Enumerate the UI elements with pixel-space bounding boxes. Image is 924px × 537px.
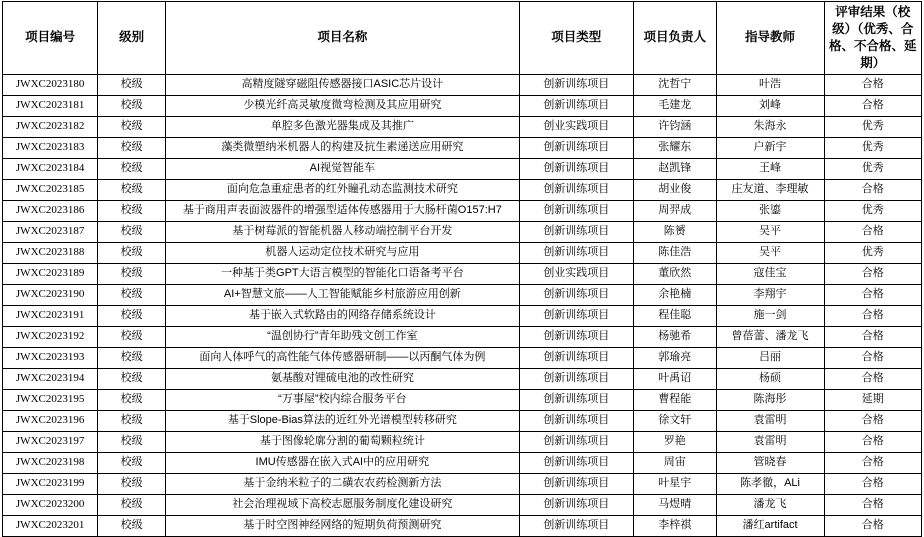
- cell-project-name: AI+智慧文旅——人工智能赋能乡村旅游应用创新: [166, 284, 520, 305]
- cell-level: 校级: [98, 284, 166, 305]
- cell-level: 校级: [98, 473, 166, 494]
- cell-project-type: 创新训练项目: [519, 494, 633, 515]
- cell-project-code: JWXC2023184: [3, 158, 98, 179]
- table-row: [3, 494, 922, 515]
- cell-level: 校级: [98, 452, 166, 473]
- cell-level: 校级: [98, 347, 166, 368]
- table-row: [3, 179, 922, 200]
- table-row: [3, 74, 922, 95]
- cell-project-leader: 赵凯锋: [633, 158, 716, 179]
- cell-review-result: 合格: [824, 431, 921, 452]
- cell-project-leader: 毛建龙: [633, 95, 716, 116]
- cell-advisor: 张鎏: [716, 200, 824, 221]
- cell-advisor: 潘红artifact: [716, 515, 824, 536]
- table-row: [3, 242, 922, 263]
- cell-level: 校级: [98, 368, 166, 389]
- cell-project-name: 面向人体呼气的高性能气体传感器研制——以丙酮气体为例: [166, 347, 520, 368]
- header-review-result: 评审结果（校级）（优秀、合格、不合格、延期）: [824, 2, 921, 75]
- cell-level: 校级: [98, 494, 166, 515]
- cell-project-code: JWXC2023187: [3, 221, 98, 242]
- cell-project-name: 单腔多色激光器集成及其推广: [166, 116, 520, 137]
- cell-project-code: JWXC2023181: [3, 95, 98, 116]
- cell-project-leader: 许钧涵: [633, 116, 716, 137]
- cell-project-leader: 程佳聪: [633, 305, 716, 326]
- cell-project-code: JWXC2023201: [3, 515, 98, 536]
- table-header: [3, 2, 922, 75]
- cell-review-result: 合格: [824, 74, 921, 95]
- cell-level: 校级: [98, 431, 166, 452]
- cell-project-code: JWXC2023185: [3, 179, 98, 200]
- cell-project-leader: 马煜晴: [633, 494, 716, 515]
- cell-review-result: 优秀: [824, 137, 921, 158]
- table-row: [3, 410, 922, 431]
- cell-review-result: 优秀: [824, 116, 921, 137]
- cell-project-leader: 董欣然: [633, 263, 716, 284]
- cell-project-code: JWXC2023196: [3, 410, 98, 431]
- cell-project-code: JWXC2023180: [3, 74, 98, 95]
- cell-level: 校级: [98, 74, 166, 95]
- cell-project-leader: 杨驰希: [633, 326, 716, 347]
- cell-project-name: 基于金纳米粒子的二磺农农药检测新方法: [166, 473, 520, 494]
- cell-project-leader: 李梓祺: [633, 515, 716, 536]
- cell-advisor: 朱海永: [716, 116, 824, 137]
- cell-project-name: 基于时空图神经网络的短期负荷预测研究: [166, 515, 520, 536]
- spreadsheet-sheet: [0, 1, 924, 532]
- cell-project-name: IMU传感器在嵌入式AI中的应用研究: [166, 452, 520, 473]
- cell-level: 校级: [98, 263, 166, 284]
- table-row: [3, 368, 922, 389]
- cell-project-code: JWXC2023182: [3, 116, 98, 137]
- table-row: [3, 137, 922, 158]
- cell-project-leader: 徐文轩: [633, 410, 716, 431]
- cell-project-type: 创新训练项目: [519, 473, 633, 494]
- cell-project-type: 创新训练项目: [519, 200, 633, 221]
- cell-project-type: 创新训练项目: [519, 137, 633, 158]
- table-row: [3, 158, 922, 179]
- cell-advisor: 叶浩: [716, 74, 824, 95]
- cell-project-code: JWXC2023190: [3, 284, 98, 305]
- cell-project-leader: 叶星宇: [633, 473, 716, 494]
- cell-advisor: 户新宇: [716, 137, 824, 158]
- cell-advisor: 曾蓓蕾、潘龙飞: [716, 326, 824, 347]
- cell-project-name: 基于商用声表面波器件的增强型适体传感器用于大肠杆菌O157:H7: [166, 200, 520, 221]
- table-row: [3, 431, 922, 452]
- cell-review-result: 优秀: [824, 158, 921, 179]
- table-row: [3, 473, 922, 494]
- cell-review-result: 合格: [824, 179, 921, 200]
- cell-review-result: 合格: [824, 515, 921, 536]
- cell-project-code: JWXC2023199: [3, 473, 98, 494]
- cell-project-leader: 郭瑜亮: [633, 347, 716, 368]
- cell-project-code: JWXC2023193: [3, 347, 98, 368]
- cell-level: 校级: [98, 95, 166, 116]
- cell-advisor: 陈孝徹，ALi: [716, 473, 824, 494]
- header-project-leader: 项目负责人: [633, 2, 716, 75]
- header-project-type: 项目类型: [519, 2, 633, 75]
- header-project-name: 项目名称: [166, 2, 520, 75]
- cell-project-name: 基于嵌入式软路由的网络存储系统设计: [166, 305, 520, 326]
- cell-project-type: 创新训练项目: [519, 74, 633, 95]
- cell-project-type: 创新训练项目: [519, 158, 633, 179]
- cell-advisor: 袁雷明: [716, 431, 824, 452]
- cell-project-name: AI视觉智能车: [166, 158, 520, 179]
- cell-review-result: 优秀: [824, 200, 921, 221]
- cell-review-result: 延期: [824, 389, 921, 410]
- cell-review-result: 合格: [824, 95, 921, 116]
- header-advisor: 指导教师: [716, 2, 824, 75]
- cell-level: 校级: [98, 137, 166, 158]
- cell-project-code: JWXC2023188: [3, 242, 98, 263]
- cell-review-result: 合格: [824, 263, 921, 284]
- cell-project-leader: 陈佳浩: [633, 242, 716, 263]
- cell-review-result: 合格: [824, 326, 921, 347]
- cell-advisor: 寇佳宝: [716, 263, 824, 284]
- cell-project-code: JWXC2023194: [3, 368, 98, 389]
- cell-project-type: 创新训练项目: [519, 284, 633, 305]
- cell-advisor: 陈海彤: [716, 389, 824, 410]
- cell-level: 校级: [98, 410, 166, 431]
- cell-advisor: 潘龙飞: [716, 494, 824, 515]
- header-level: 级别: [98, 2, 166, 75]
- cell-review-result: 合格: [824, 221, 921, 242]
- cell-project-leader: 叶禹诏: [633, 368, 716, 389]
- cell-project-name: 机器人运动定位技术研究与应用: [166, 242, 520, 263]
- cell-advisor: 吴平: [716, 242, 824, 263]
- cell-project-type: 创新训练项目: [519, 221, 633, 242]
- cell-project-name: 藻类微塑纳米机器人的构建及抗生素递送应用研究: [166, 137, 520, 158]
- cell-project-type: 创新训练项目: [519, 368, 633, 389]
- cell-level: 校级: [98, 389, 166, 410]
- table-row: [3, 200, 922, 221]
- cell-review-result: 合格: [824, 305, 921, 326]
- cell-project-type: 创新训练项目: [519, 410, 633, 431]
- cell-project-name: 面向危急重症患者的红外瞳孔动态监测技术研究: [166, 179, 520, 200]
- table-row: [3, 326, 922, 347]
- cell-level: 校级: [98, 515, 166, 536]
- cell-project-leader: 周羿成: [633, 200, 716, 221]
- cell-advisor: 管晓春: [716, 452, 824, 473]
- cell-project-leader: 曹程能: [633, 389, 716, 410]
- cell-project-type: 创新训练项目: [519, 515, 633, 536]
- cell-project-type: 创新训练项目: [519, 95, 633, 116]
- header-project-code: 项目编号: [3, 2, 98, 75]
- table-row: [3, 452, 922, 473]
- cell-project-code: JWXC2023189: [3, 263, 98, 284]
- table-row: [3, 515, 922, 536]
- table-row: [3, 284, 922, 305]
- cell-level: 校级: [98, 116, 166, 137]
- cell-project-name: 基于图像轮廓分割的葡萄颗粒统计: [166, 431, 520, 452]
- cell-project-leader: 罗艳: [633, 431, 716, 452]
- cell-project-name: 基于Slope-Bias算法的近红外光谱模型转移研究: [166, 410, 520, 431]
- cell-project-type: 创新训练项目: [519, 242, 633, 263]
- table-row: [3, 389, 922, 410]
- table-row: [3, 263, 922, 284]
- cell-project-name: “温创协行”青年助残文创工作室: [166, 326, 520, 347]
- cell-project-code: JWXC2023186: [3, 200, 98, 221]
- cell-advisor: 杨硕: [716, 368, 824, 389]
- cell-project-type: 创新训练项目: [519, 389, 633, 410]
- cell-project-code: JWXC2023192: [3, 326, 98, 347]
- table-row: [3, 95, 922, 116]
- cell-project-type: 创业实践项目: [519, 116, 633, 137]
- cell-project-code: JWXC2023195: [3, 389, 98, 410]
- cell-project-leader: 余艳楠: [633, 284, 716, 305]
- cell-project-code: JWXC2023191: [3, 305, 98, 326]
- cell-project-type: 创新训练项目: [519, 347, 633, 368]
- cell-project-name: 高精度隧穿磁阻传感器接口ASIC芯片设计: [166, 74, 520, 95]
- cell-review-result: 合格: [824, 368, 921, 389]
- table-row: [3, 116, 922, 137]
- cell-project-leader: 周宙: [633, 452, 716, 473]
- cell-project-leader: 陈赟: [633, 221, 716, 242]
- cell-advisor: 刘峰: [716, 95, 824, 116]
- cell-project-name: 氨基酸对锂硫电池的改性研究: [166, 368, 520, 389]
- cell-project-type: 创业实践项目: [519, 263, 633, 284]
- cell-review-result: 优秀: [824, 242, 921, 263]
- cell-project-name: “万事屋”校内综合服务平台: [166, 389, 520, 410]
- table-row: [3, 221, 922, 242]
- cell-project-type: 创新训练项目: [519, 431, 633, 452]
- table-row: [3, 347, 922, 368]
- cell-level: 校级: [98, 242, 166, 263]
- cell-advisor: 吴平: [716, 221, 824, 242]
- cell-level: 校级: [98, 221, 166, 242]
- cell-project-leader: 胡业俊: [633, 179, 716, 200]
- cell-project-name: 少模光纤高灵敏度微弯检测及其应用研究: [166, 95, 520, 116]
- cell-level: 校级: [98, 305, 166, 326]
- header-row: [3, 2, 922, 75]
- cell-advisor: 袁雷明: [716, 410, 824, 431]
- cell-review-result: 合格: [824, 452, 921, 473]
- cell-review-result: 合格: [824, 347, 921, 368]
- cell-project-leader: 张耀东: [633, 137, 716, 158]
- cell-project-code: JWXC2023197: [3, 431, 98, 452]
- cell-level: 校级: [98, 158, 166, 179]
- cell-project-leader: 沈哲宁: [633, 74, 716, 95]
- table-body: [3, 74, 922, 536]
- cell-advisor: 李翔宇: [716, 284, 824, 305]
- cell-advisor: 王峰: [716, 158, 824, 179]
- cell-level: 校级: [98, 326, 166, 347]
- cell-project-code: JWXC2023198: [3, 452, 98, 473]
- cell-level: 校级: [98, 179, 166, 200]
- cell-project-code: JWXC2023200: [3, 494, 98, 515]
- cell-project-type: 创新训练项目: [519, 326, 633, 347]
- cell-project-name: 基于树莓派的智能机器人移动端控制平台开发: [166, 221, 520, 242]
- cell-project-name: 一种基于类GPT大语言模型的智能化口语备考平台: [166, 263, 520, 284]
- cell-review-result: 合格: [824, 494, 921, 515]
- cell-project-code: JWXC2023183: [3, 137, 98, 158]
- cell-review-result: 合格: [824, 473, 921, 494]
- table-row: [3, 305, 922, 326]
- cell-project-type: 创新训练项目: [519, 452, 633, 473]
- cell-project-type: 创新训练项目: [519, 179, 633, 200]
- cell-advisor: 施一剑: [716, 305, 824, 326]
- cell-review-result: 合格: [824, 284, 921, 305]
- cell-level: 校级: [98, 200, 166, 221]
- project-review-table: [2, 1, 922, 537]
- cell-review-result: 合格: [824, 410, 921, 431]
- cell-project-type: 创新训练项目: [519, 305, 633, 326]
- cell-advisor: 吕丽: [716, 347, 824, 368]
- cell-project-name: 社会治理视域下高校志愿服务制度化建设研究: [166, 494, 520, 515]
- cell-advisor: 庄友道、李理敏: [716, 179, 824, 200]
